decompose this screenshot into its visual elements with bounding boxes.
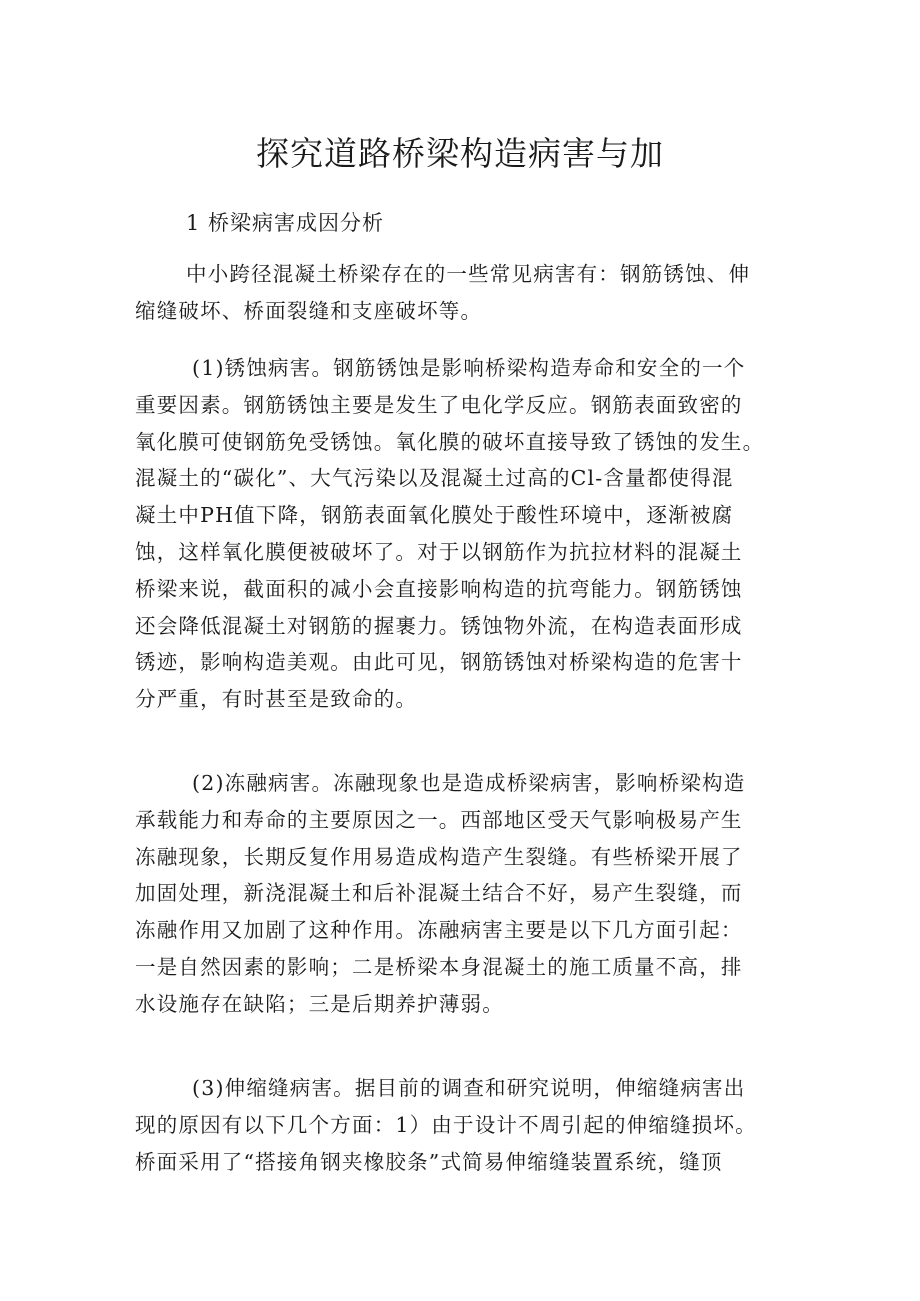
- paragraph-line: 分严重，有时甚至是致命的。: [135, 687, 418, 712]
- paragraph-expansion-joint: [135, 1070, 795, 1180]
- paragraph-line: 冻融现象，长期反复作用易造成构造产生裂缝。有些桥梁开展了: [135, 844, 743, 869]
- paragraph-corrosion: [135, 350, 795, 718]
- paragraph-line: 蚀，这样氧化膜便被破坏了。对于以钢筋作为抗拉材料的混凝土: [135, 539, 743, 564]
- paragraph-line: 冻融作用又加剧了这种作用。冻融病害主要是以下几方面引起：: [135, 918, 743, 943]
- paragraph-line: 氧化膜可使钢筋免受锈蚀。氧化膜的破坏直接导致了锈蚀的发生。: [135, 429, 765, 454]
- paragraph-line: 中小跨径混凝土桥梁存在的一些常见病害有：钢筋锈蚀、伸: [186, 262, 751, 286]
- paragraph-line: 凝土中PH值下降，钢筋表面氧化膜处于酸性环境中，逐渐被腐: [135, 503, 734, 528]
- paragraph-line: 还会降低混凝土对钢筋的握裹力。锈蚀物外流，在构造表面形成: [135, 613, 743, 638]
- paragraph-line: (3)伸缩缝病害。据目前的调查和研究说明，伸缩缝病害出: [192, 1076, 746, 1100]
- paragraph-line: 重要因素。钢筋锈蚀主要是发生了电化学反应。钢筋表面致密的: [135, 392, 743, 417]
- paragraph-line: 桥梁来说，截面积的减小会直接影响构造的抗弯能力。钢筋锈蚀: [135, 576, 743, 601]
- section-heading: 1 桥梁病害成因分析: [186, 211, 385, 235]
- paragraph-line: 一是自然因素的影响；二是桥梁本身混凝土的施工质量不高，排: [135, 954, 743, 979]
- paragraph-line: (2)冻融病害。冻融现象也是造成桥梁病害，影响桥梁构造: [192, 771, 746, 795]
- paragraph-line: 缩缝破坏、桥面裂缝和支座破坏等。: [135, 298, 483, 323]
- paragraph-line: 锈迹，影响构造美观。由此可见，钢筋锈蚀对桥梁构造的危害十: [135, 650, 743, 675]
- paragraph-intro: [135, 256, 795, 330]
- document-title: 探究道路桥梁构造病害与加: [256, 134, 664, 173]
- paragraph-freeze-thaw: [135, 765, 795, 1023]
- paragraph-line: 加固处理，新浇混凝土和后补混凝土结合不好，易产生裂缝，而: [135, 881, 743, 906]
- paragraph-line: 承载能力和寿命的主要原因之一。西部地区受天气影响极易产生: [135, 807, 743, 832]
- paragraph-line: 现的原因有以下几个方面：1）由于设计不周引起的伸缩缝损坏。: [135, 1112, 757, 1137]
- paragraph-line: 水设施存在缺陷；三是后期养护薄弱。: [135, 991, 504, 1016]
- paragraph-line: (1)锈蚀病害。钢筋锈蚀是影响桥梁构造寿命和安全的一个: [192, 356, 746, 380]
- paragraph-line: 桥面采用了“搭接角钢夹橡胶条”式简易伸缩缝装置系统，缝顶: [135, 1149, 723, 1174]
- paragraph-line: 混凝土的“碳化”、大气污染以及混凝土过高的Cl-含量都使得混: [135, 466, 734, 491]
